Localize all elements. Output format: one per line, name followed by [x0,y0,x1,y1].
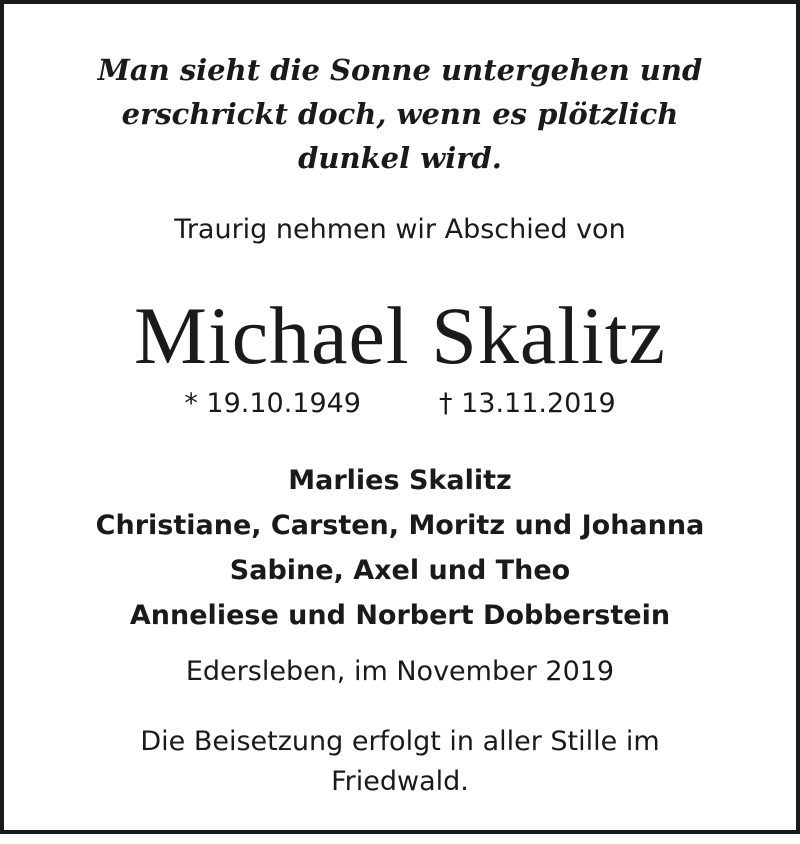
quote-line: dunkel wird. [298,141,502,175]
burial-line: Friedwald. [331,766,469,797]
burial-note [4,722,796,802]
death-date: † 13.11.2019 [439,388,616,419]
mourner-line: Anneliese und Norbert Dobberstein [129,600,671,631]
intro-text: Traurig nehmen wir Abschied von [174,214,626,245]
mourners-list [4,458,796,638]
quote-line: erschrickt doch, wenn es plötzlich [121,97,679,131]
quote-line: Man sieht die Sonne untergehen und [97,53,703,87]
mourner-line: Christiane, Carsten, Moritz und Johanna [95,510,705,541]
place-and-date: Edersleben, im November 2019 [185,656,615,687]
mourner-line: Sabine, Axel und Theo [229,555,571,586]
deceased-name: Michael Skalitz [134,290,666,381]
birth-date: * 19.10.1949 [184,388,361,419]
burial-line: Die Beisetzung erfolgt in aller Stille im [140,726,660,757]
mourner-line: Marlies Skalitz [288,465,512,496]
life-dates [4,384,796,424]
quote-block [4,48,796,180]
